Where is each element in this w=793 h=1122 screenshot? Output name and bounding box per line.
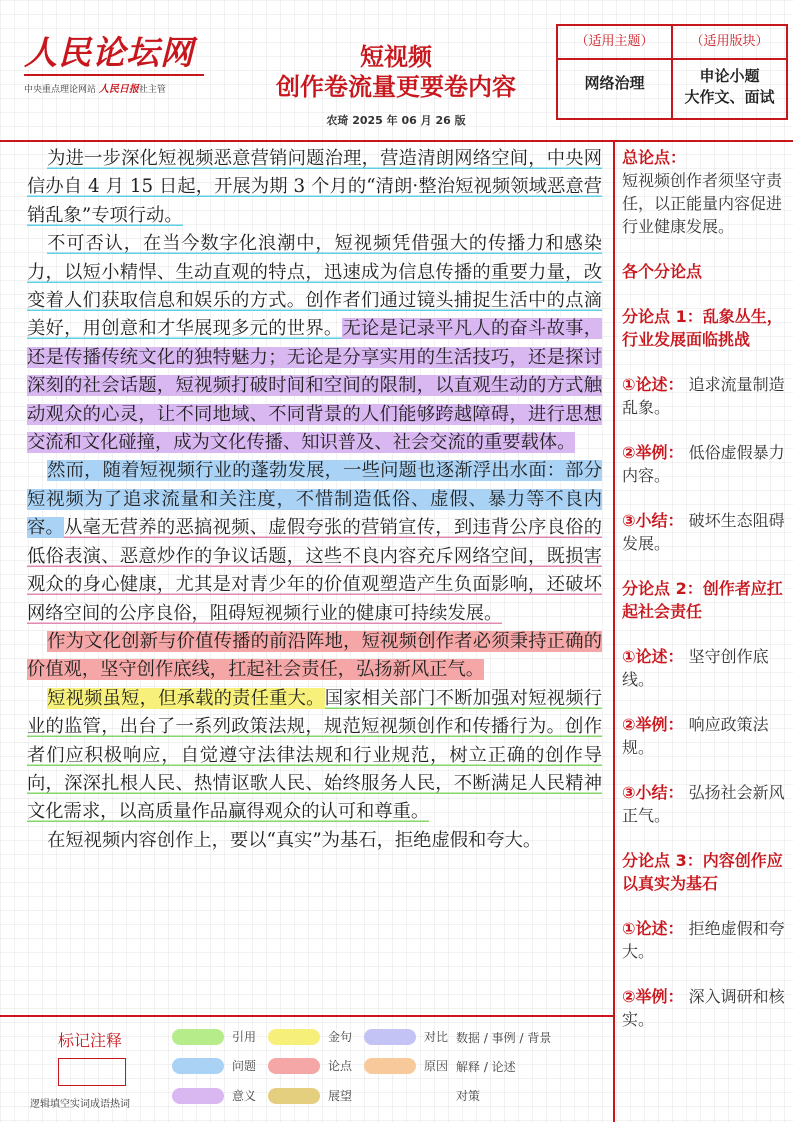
legend-side-2: 解释 / 论述 bbox=[456, 1060, 516, 1074]
column-divider bbox=[613, 140, 615, 1122]
point-1-example bbox=[622, 441, 787, 487]
point-1-argue-label: ①论述： bbox=[622, 375, 684, 394]
point-2-summary-label: ③小结： bbox=[622, 783, 684, 802]
paragraph-3 bbox=[27, 457, 602, 627]
legend-item-quote bbox=[172, 1028, 256, 1045]
legend-item-problem bbox=[172, 1057, 256, 1074]
legend-side-3: 对策 bbox=[456, 1089, 481, 1103]
point-2-argue-text: 坚守创作底线。 bbox=[622, 647, 769, 689]
point-2-example-text: 响应政策法规。 bbox=[622, 715, 769, 757]
point-1-example-text: 低俗虚假暴力内容。 bbox=[622, 443, 785, 485]
legend-label-quote: 引用 bbox=[232, 1030, 257, 1044]
section-value bbox=[673, 60, 786, 108]
article-body bbox=[27, 145, 602, 855]
title-line-2: 创作卷流量更要卷内容 bbox=[276, 73, 516, 101]
legend-label-contrast: 对比 bbox=[424, 1030, 449, 1044]
point-2-title: 分论点 2：创作者应扛起社会责任 bbox=[622, 579, 783, 621]
legend-blank-box bbox=[58, 1058, 126, 1086]
point-3-argue-label: ①论述： bbox=[622, 919, 684, 938]
outline-sidebar bbox=[622, 146, 787, 1053]
section-column bbox=[671, 26, 786, 118]
highlight-problem: 然而，随着短视频行业的蓬勃发展，一些问题也逐渐浮出水面：部分短视频为了追求流量和关注度，不惜制造低俗、虚假、暴力等不良内容。 bbox=[27, 460, 602, 539]
highlight-background: 不可否认，在当今数字化浪潮中，短视频凭借强大的传播力和感染力，以短小精悍、生动直观的特点，迅速成为信息传播的重要力量，改变着人们获取信息和娱乐的方式。创作者们通过镜头捕捉生活中的点滴美好，用创意和才华展现多元的世界。 bbox=[27, 233, 602, 340]
point-1-title: 分论点 1：乱象丛生，行业发展面临挑战 bbox=[622, 307, 783, 349]
main-thesis-label: 总论点： bbox=[622, 148, 687, 167]
point-3-argue bbox=[622, 917, 787, 963]
section-value-2: 大作文、面试 bbox=[684, 88, 775, 106]
legend-side-1: 数据 / 事例 / 背景 bbox=[456, 1031, 552, 1045]
legend-divider bbox=[0, 1015, 613, 1017]
legend-swatch-outlook bbox=[268, 1088, 320, 1104]
point-2-example bbox=[622, 713, 787, 759]
legend-item-reason bbox=[364, 1057, 448, 1074]
legend-label-problem: 问题 bbox=[232, 1059, 257, 1073]
point-2-argue bbox=[622, 645, 787, 691]
tag-table bbox=[556, 24, 788, 120]
legend-swatch-meaning bbox=[172, 1088, 224, 1104]
legend-label-outlook: 展望 bbox=[328, 1089, 353, 1103]
logo-wordmark: 人民论坛网 bbox=[24, 33, 194, 72]
point-2-argue-label: ①论述： bbox=[622, 647, 684, 666]
logo-sub-brand: 人民日报 bbox=[98, 84, 139, 95]
point-3-example bbox=[622, 985, 787, 1031]
underline-countermeasure: 国家相关部门不断加强对短视频行业的监管，出台了一系列政策法规，规范短视频创作和传播行为。创作者们应积极响应，自觉遵守法律法规和行业规范，树立正确的创作导向，深深扎根人民、热情讴歌人民、始终服务人民，不断满足人民精神文化需求，以高质量作品赢得观众的认可和尊重。 bbox=[27, 687, 603, 823]
highlight-argument: 作为文化创新与价值传播的前沿阵地，短视频创作者必须秉持正确的价值观，坚守创作底线，扛起社会责任，弘扬新风正气。 bbox=[27, 630, 602, 681]
paragraph-1 bbox=[27, 145, 602, 230]
title-line-1: 短视频 bbox=[360, 43, 432, 71]
paragraph-4 bbox=[27, 628, 602, 685]
section-header: （适用版块） bbox=[673, 26, 786, 60]
point-1-argue bbox=[622, 373, 787, 419]
paragraph-5 bbox=[27, 685, 602, 827]
point-2-summary bbox=[622, 781, 787, 827]
topic-header: （适用主题） bbox=[558, 26, 671, 60]
highlight-golden-sentence: 短视频虽短，但承载的责任重大。 bbox=[47, 687, 325, 709]
legend-item-contrast bbox=[364, 1028, 448, 1045]
point-2-summary-text: 弘扬社会新风正气。 bbox=[622, 783, 785, 825]
legend-swatch-quote bbox=[172, 1029, 224, 1045]
legend-label-golden: 金句 bbox=[328, 1030, 353, 1044]
legend-item-argument bbox=[268, 1057, 352, 1074]
point-2-example-label: ②举例： bbox=[622, 715, 684, 734]
topic-column bbox=[558, 26, 671, 118]
logo-sub-right: 社主管 bbox=[138, 85, 166, 95]
page-title bbox=[238, 42, 554, 102]
byline: 农琦 2025 年 06 月 26 版 bbox=[326, 114, 466, 127]
legend-item-outlook bbox=[268, 1087, 352, 1104]
legend-swatch-golden bbox=[268, 1029, 320, 1045]
legend-title: 标记注释 bbox=[58, 1031, 123, 1050]
sub-points-heading: 各个分论点 bbox=[622, 262, 703, 281]
main-thesis bbox=[622, 146, 787, 238]
logo-subtitle bbox=[24, 80, 204, 95]
site-logo bbox=[24, 34, 204, 95]
point-1-summary bbox=[622, 509, 787, 555]
highlight-background: 为进一步深化短视频恶意营销问题治理，营造清朗网络空间，中央网信办自 4 月 15 日起，开展为期 3 个月的“清朗·整治短视频领域恶意营销乱象”专项行动。 bbox=[27, 148, 602, 226]
point-1-example-label: ②举例： bbox=[622, 443, 684, 462]
point-3-example-label: ②举例： bbox=[622, 987, 684, 1006]
legend-item-meaning bbox=[172, 1087, 256, 1104]
legend-note: 逻辑填空实词成语热词 bbox=[30, 1099, 130, 1110]
legend-label-reason: 原因 bbox=[424, 1059, 449, 1073]
legend-label-meaning: 意义 bbox=[232, 1089, 257, 1103]
paragraph-2 bbox=[27, 230, 602, 457]
legend-swatch-reason bbox=[364, 1058, 416, 1074]
paragraph-6 bbox=[27, 827, 602, 855]
section-value-1: 申论小题 bbox=[699, 67, 760, 85]
underline-explanation: 从毫无营养的恶搞视频、虚假夸张的营销宣传，到违背公序良俗的低俗表演、恶意炒作的争议话题，这些不良内容充斥网络空间，既损害观众的身心健康，尤其是对青少年的价值观塑造产生负面影响，还破坏网络空间的公序良俗，阻碍短视频行业的健康可持续发展。 bbox=[27, 517, 603, 624]
legend-label-argument: 论点 bbox=[328, 1059, 353, 1073]
topic-value: 网络治理 bbox=[584, 74, 645, 92]
logo-divider bbox=[24, 74, 204, 76]
point-1-summary-text: 破坏生态阻碍发展。 bbox=[622, 511, 785, 553]
point-3-example-text: 深入调研和核实。 bbox=[622, 987, 785, 1029]
header-divider bbox=[0, 140, 793, 142]
highlight-meaning: 无论是记录平凡人的奋斗故事，还是传播传统文化的独特魅力；无论是分享实用的生活技巧，还是探讨深刻的社会话题，短视频打破时间和空间的限制，以直观生动的方式触动观众的心灵，让不同地域、不同背景的人们能够跨越障碍，进行思想交流和文化碰撞，成为文化传播、知识普及、社会交流的重要载体。 bbox=[27, 318, 603, 454]
legend-item-golden bbox=[268, 1028, 352, 1045]
legend-swatch-argument bbox=[268, 1058, 320, 1074]
logo-sub-left: 中央重点理论网站 bbox=[24, 85, 97, 95]
point-3-title: 分论点 3：内容创作应以真实为基石 bbox=[622, 851, 783, 893]
legend-swatch-contrast bbox=[364, 1029, 416, 1045]
paragraph-6-text: 在短视频内容创作上，要以“真实”为基石，拒绝虚假和夸大。 bbox=[47, 829, 542, 851]
point-1-argue-text: 追求流量制造乱象。 bbox=[622, 375, 785, 417]
point-1-summary-label: ③小结： bbox=[622, 511, 684, 530]
legend-swatch-problem bbox=[172, 1058, 224, 1074]
point-3-argue-text: 拒绝虚假和夸大。 bbox=[622, 919, 785, 961]
main-thesis-text: 短视频创作者须坚守责任，以正能量内容促进行业健康发展。 bbox=[622, 171, 783, 236]
